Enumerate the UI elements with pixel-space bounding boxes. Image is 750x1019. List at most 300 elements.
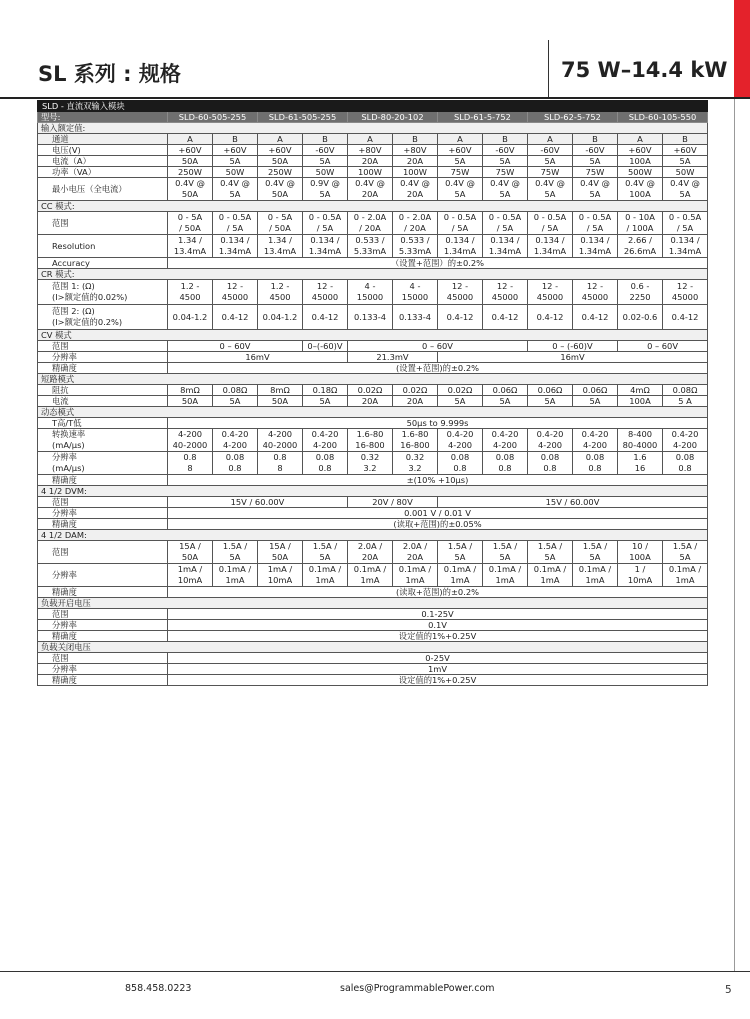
section-header: SLD - 直流双输入模块 bbox=[38, 101, 708, 112]
cv-range: 0–(-60)V bbox=[303, 341, 348, 352]
table-cell: 0.4-20 4-200 bbox=[528, 429, 573, 452]
table-cell: 0.4V @ 20A bbox=[393, 178, 438, 201]
row-label: 精确度 bbox=[38, 475, 168, 486]
cv-range: 0 – 60V bbox=[168, 341, 303, 352]
table-cell: 1mA / 10mA bbox=[258, 564, 303, 587]
table-cell: +80V bbox=[393, 145, 438, 156]
table-cell: 1.34 / 13.4mA bbox=[168, 235, 213, 258]
row-label: 分辨率 bbox=[38, 664, 168, 675]
table-cell: 0.4V @ 5A bbox=[213, 178, 258, 201]
table-cell: 0.4-20 4-200 bbox=[483, 429, 528, 452]
table-cell: 0.1mA / 1mA bbox=[483, 564, 528, 587]
voltage-row bbox=[38, 145, 708, 156]
table-cell: 0.134 / 1.34mA bbox=[213, 235, 258, 258]
header-divider bbox=[548, 40, 549, 97]
table-cell: 1.5A / 5A bbox=[483, 541, 528, 564]
table-cell: 0.4-12 bbox=[528, 305, 573, 330]
dvm-range: 20V / 80V bbox=[348, 497, 438, 508]
table-cell: 1.5A / 5A bbox=[528, 541, 573, 564]
table-cell: B bbox=[303, 134, 348, 145]
spanning-value: 1mV bbox=[168, 664, 708, 675]
table-cell: 0.08 0.8 bbox=[483, 452, 528, 475]
row-label: 分辨率 bbox=[38, 564, 168, 587]
table-cell: 50A bbox=[258, 396, 303, 407]
slew-row bbox=[38, 429, 708, 452]
spanning-value: 0.1-25V bbox=[168, 609, 708, 620]
table-cell: 1.6-80 16-800 bbox=[393, 429, 438, 452]
table-cell: 0.02-0.6 bbox=[618, 305, 663, 330]
dvm-title bbox=[38, 486, 708, 497]
table-cell: 12 - 45000 bbox=[528, 280, 573, 305]
load-off-title bbox=[38, 642, 708, 653]
row-label: 电压(V) bbox=[38, 145, 168, 156]
table-cell: 50A bbox=[168, 156, 213, 167]
table-cell: 50W bbox=[213, 167, 258, 178]
table-cell: 1.5A / 5A bbox=[303, 541, 348, 564]
table-cell: 0.1mA / 1mA bbox=[663, 564, 708, 587]
table-cell: 75W bbox=[528, 167, 573, 178]
table-cell: 4mΩ bbox=[618, 385, 663, 396]
table-cell: 500W bbox=[618, 167, 663, 178]
table-cell: 1mA / 10mA bbox=[168, 564, 213, 587]
table-cell: 0.08 0.8 bbox=[528, 452, 573, 475]
cv-range: 0 – 60V bbox=[348, 341, 528, 352]
table-cell: 4-200 40-2000 bbox=[168, 429, 213, 452]
dynamic-title bbox=[38, 407, 708, 418]
table-cell: 0.02Ω bbox=[438, 385, 483, 396]
table-cell: 0.32 3.2 bbox=[348, 452, 393, 475]
dvm-range-row bbox=[38, 497, 708, 508]
table-cell: 0 - 5A / 50A bbox=[258, 212, 303, 235]
table-cell: 0 - 5A / 50A bbox=[168, 212, 213, 235]
section-title: 4 1/2 DAM: bbox=[38, 530, 708, 541]
model-row bbox=[38, 112, 708, 123]
row-label: 电流（A） bbox=[38, 156, 168, 167]
table-cell: 5A bbox=[438, 396, 483, 407]
row-label: 精确度 bbox=[38, 675, 168, 686]
table-cell: 12 - 45000 bbox=[483, 280, 528, 305]
spanning-value: 0.1V bbox=[168, 620, 708, 631]
row-label: 范围 bbox=[38, 341, 168, 352]
page-number: 5 bbox=[725, 984, 732, 996]
section-title: CC 模式: bbox=[38, 201, 708, 212]
dam-range-row bbox=[38, 541, 708, 564]
table-cell: A bbox=[438, 134, 483, 145]
footer-rule bbox=[0, 971, 750, 972]
model-name: SLD-60-505-255 bbox=[168, 112, 258, 123]
row-label: 范围 bbox=[38, 541, 168, 564]
spanning-value: ±(10% +10μs) bbox=[168, 475, 708, 486]
table-cell: 5A bbox=[303, 396, 348, 407]
section-title: 动态模式 bbox=[38, 407, 708, 418]
table-cell: 5A bbox=[483, 156, 528, 167]
row-label: 范围 bbox=[38, 653, 168, 664]
table-cell: 0.4V @ 5A bbox=[663, 178, 708, 201]
table-cell: 0.4V @ 5A bbox=[483, 178, 528, 201]
load-off-range-row bbox=[38, 653, 708, 664]
table-cell: 0.4-12 bbox=[438, 305, 483, 330]
table-cell: 0.134 / 1.34mA bbox=[573, 235, 618, 258]
table-cell: 15A / 50A bbox=[168, 541, 213, 564]
table-cell: 0.06Ω bbox=[528, 385, 573, 396]
table-cell: +60V bbox=[258, 145, 303, 156]
table-cell: 1.5A / 5A bbox=[663, 541, 708, 564]
table-cell: 0.4V @ 5A bbox=[438, 178, 483, 201]
cv-range: 0 – (-60)V bbox=[528, 341, 618, 352]
table-cell: +60V bbox=[168, 145, 213, 156]
table-cell: 100A bbox=[618, 396, 663, 407]
spanning-value: （设置+范围）的±0.2% bbox=[168, 258, 708, 269]
table-cell: 0.4-12 bbox=[663, 305, 708, 330]
dam-title bbox=[38, 530, 708, 541]
spanning-value: (设置+范围)的±0.2% bbox=[168, 363, 708, 374]
dynamic-res-row bbox=[38, 452, 708, 475]
table-cell: 0 - 0.5A / 5A bbox=[528, 212, 573, 235]
table-cell: 5A bbox=[573, 396, 618, 407]
table-cell: A bbox=[258, 134, 303, 145]
table-cell: 10 / 100A bbox=[618, 541, 663, 564]
table-cell: 20A bbox=[393, 156, 438, 167]
table-cell: +60V bbox=[663, 145, 708, 156]
row-label: 分辨率 bbox=[38, 352, 168, 363]
table-cell: A bbox=[348, 134, 393, 145]
table-cell: 0.08 0.8 bbox=[663, 452, 708, 475]
cv-accuracy-row bbox=[38, 363, 708, 374]
table-cell: 75W bbox=[438, 167, 483, 178]
table-cell: 4 - 15000 bbox=[393, 280, 438, 305]
table-cell: 1.34 / 13.4mA bbox=[258, 235, 303, 258]
dvm-resolution-row bbox=[38, 508, 708, 519]
table-cell: 8mΩ bbox=[168, 385, 213, 396]
table-cell: 0 - 10A / 100A bbox=[618, 212, 663, 235]
table-cell: 1.5A / 5A bbox=[573, 541, 618, 564]
table-cell: 0 - 2.0A / 20A bbox=[393, 212, 438, 235]
table-cell: 0 - 0.5A / 5A bbox=[213, 212, 258, 235]
table-cell: 0.06Ω bbox=[483, 385, 528, 396]
table-cell: 50W bbox=[303, 167, 348, 178]
row-label: 分辨率 bbox=[38, 620, 168, 631]
table-cell: 15A / 50A bbox=[258, 541, 303, 564]
row-label: 范围 bbox=[38, 497, 168, 508]
accent-bar bbox=[734, 0, 750, 97]
table-cell: 2.66 / 26.6mA bbox=[618, 235, 663, 258]
load-off-resolution-row bbox=[38, 664, 708, 675]
table-cell: 0.4-12 bbox=[303, 305, 348, 330]
row-label: 通道 bbox=[38, 134, 168, 145]
model-name: SLD-61-505-255 bbox=[258, 112, 348, 123]
spanning-value: 0-25V bbox=[168, 653, 708, 664]
table-cell: 0.4-20 4-200 bbox=[573, 429, 618, 452]
table-cell: 50A bbox=[168, 396, 213, 407]
section-title: CV 模式 bbox=[38, 330, 708, 341]
row-label: T高/T低 bbox=[38, 418, 168, 429]
table-cell: 0 - 2.0A / 20A bbox=[348, 212, 393, 235]
table-cell: 1.6-80 16-800 bbox=[348, 429, 393, 452]
table-cell: 50A bbox=[258, 156, 303, 167]
section-title: CR 模式: bbox=[38, 269, 708, 280]
section-header-row bbox=[38, 101, 708, 112]
table-cell: 0.134 / 1.34mA bbox=[483, 235, 528, 258]
table-cell: 0.4V @ 5A bbox=[573, 178, 618, 201]
row-label: 分辨率 bbox=[38, 508, 168, 519]
table-cell: 100A bbox=[618, 156, 663, 167]
table-cell: 1.6 16 bbox=[618, 452, 663, 475]
table-cell: 0.533 / 5.33mA bbox=[393, 235, 438, 258]
table-cell: 0.4V @ 20A bbox=[348, 178, 393, 201]
dynamic-t-row bbox=[38, 418, 708, 429]
table-cell: 0.134 / 1.34mA bbox=[438, 235, 483, 258]
table-cell: 0.4-20 4-200 bbox=[303, 429, 348, 452]
dynamic-accuracy-row bbox=[38, 475, 708, 486]
table-cell: +80V bbox=[348, 145, 393, 156]
table-cell: 0.4-20 4-200 bbox=[438, 429, 483, 452]
table-cell: 0.1mA / 1mA bbox=[393, 564, 438, 587]
right-rule bbox=[734, 99, 735, 971]
input-rating-title bbox=[38, 123, 708, 134]
table-cell: 0 - 0.5A / 5A bbox=[303, 212, 348, 235]
row-label: 功率（VA） bbox=[38, 167, 168, 178]
cc-range-row bbox=[38, 212, 708, 235]
row-label: 范围 2: (Ω) (I>额定值的0.2%) bbox=[38, 305, 168, 330]
table-cell: 12 - 45000 bbox=[438, 280, 483, 305]
table-cell: +60V bbox=[618, 145, 663, 156]
table-cell: -60V bbox=[483, 145, 528, 156]
table-cell: 0.4V @ 50A bbox=[258, 178, 303, 201]
table-cell: 0.02Ω bbox=[348, 385, 393, 396]
cv-resolution-row bbox=[38, 352, 708, 363]
spanning-value: 设定值的1%+0.25V bbox=[168, 631, 708, 642]
spanning-value: 设定值的1%+0.25V bbox=[168, 675, 708, 686]
table-cell: 1.2 - 4500 bbox=[168, 280, 213, 305]
cc-title bbox=[38, 201, 708, 212]
table-cell: 1 / 10mA bbox=[618, 564, 663, 587]
model-name: SLD-62-5-752 bbox=[528, 112, 618, 123]
table-cell: 0.4-12 bbox=[483, 305, 528, 330]
table-cell: 5A bbox=[438, 156, 483, 167]
table-cell: 8mΩ bbox=[258, 385, 303, 396]
table-cell: 0.133-4 bbox=[348, 305, 393, 330]
table-cell: -60V bbox=[573, 145, 618, 156]
table-cell: A bbox=[168, 134, 213, 145]
table-cell: 0.08 0.8 bbox=[438, 452, 483, 475]
footer-phone: 858.458.0223 bbox=[125, 983, 192, 994]
table-cell: 100W bbox=[393, 167, 438, 178]
row-label: 范围 1: (Ω) (I>额定值的0.02%) bbox=[38, 280, 168, 305]
row-label: 阻抗 bbox=[38, 385, 168, 396]
row-label: 精确度 bbox=[38, 587, 168, 598]
table-cell: 2.0A / 20A bbox=[348, 541, 393, 564]
spec-table bbox=[37, 100, 708, 686]
cv-resolution: 21.3mV bbox=[348, 352, 438, 363]
table-cell: 12 - 45000 bbox=[573, 280, 618, 305]
table-cell: 0.4-20 4-200 bbox=[663, 429, 708, 452]
row-label: 最小电压（全电流） bbox=[38, 178, 168, 201]
table-cell: 20A bbox=[348, 156, 393, 167]
table-cell: 1.2 - 4500 bbox=[258, 280, 303, 305]
header-rule bbox=[0, 97, 750, 99]
row-label: 分辨率 (mA/μs) bbox=[38, 452, 168, 475]
table-cell: 0.06Ω bbox=[573, 385, 618, 396]
section-title: 负载开启电压 bbox=[38, 598, 708, 609]
row-label: 电流 bbox=[38, 396, 168, 407]
row-label: 精确度 bbox=[38, 519, 168, 530]
spanning-value: 0.001 V / 0.01 V bbox=[168, 508, 708, 519]
cv-title bbox=[38, 330, 708, 341]
table-cell: +60V bbox=[438, 145, 483, 156]
table-cell: 5A bbox=[528, 396, 573, 407]
table-cell: B bbox=[663, 134, 708, 145]
table-cell: B bbox=[483, 134, 528, 145]
table-cell: 0.08Ω bbox=[663, 385, 708, 396]
table-cell: B bbox=[213, 134, 258, 145]
table-cell: 50W bbox=[663, 167, 708, 178]
table-cell: 5A bbox=[528, 156, 573, 167]
table-cell: 0.9V @ 5A bbox=[303, 178, 348, 201]
table-cell: 75W bbox=[573, 167, 618, 178]
table-cell: 5A bbox=[213, 156, 258, 167]
table-cell: 0 - 0.5A / 5A bbox=[663, 212, 708, 235]
current-row bbox=[38, 156, 708, 167]
table-cell: 0.134 / 1.34mA bbox=[528, 235, 573, 258]
cv-range: 0 – 60V bbox=[618, 341, 708, 352]
table-cell: 75W bbox=[483, 167, 528, 178]
dvm-range: 15V / 60.00V bbox=[438, 497, 708, 508]
table-cell: 0 - 0.5A / 5A bbox=[438, 212, 483, 235]
row-label: Accuracy bbox=[38, 258, 168, 269]
table-cell: -60V bbox=[528, 145, 573, 156]
table-cell: 0.1mA / 1mA bbox=[303, 564, 348, 587]
table-cell: 0.1mA / 1mA bbox=[348, 564, 393, 587]
table-cell: 2.0A / 20A bbox=[393, 541, 438, 564]
row-label: 精确度 bbox=[38, 363, 168, 374]
row-label: 精确度 bbox=[38, 631, 168, 642]
table-cell: 0.134 / 1.34mA bbox=[663, 235, 708, 258]
table-cell: 0.08 0.8 bbox=[303, 452, 348, 475]
table-cell: 0.04-1.2 bbox=[168, 305, 213, 330]
model-label: 型号: bbox=[38, 112, 168, 123]
table-cell: 1.5A / 5A bbox=[438, 541, 483, 564]
table-cell: 0.08Ω bbox=[213, 385, 258, 396]
min-voltage-row bbox=[38, 178, 708, 201]
table-cell: 5 A bbox=[663, 396, 708, 407]
cc-resolution-row bbox=[38, 235, 708, 258]
table-cell: 20A bbox=[348, 396, 393, 407]
table-cell: 0.18Ω bbox=[303, 385, 348, 396]
load-on-resolution-row bbox=[38, 620, 708, 631]
table-cell: 12 - 45000 bbox=[663, 280, 708, 305]
table-cell: 0.6 - 2250 bbox=[618, 280, 663, 305]
short-title bbox=[38, 374, 708, 385]
short-impedance-row bbox=[38, 385, 708, 396]
model-name: SLD-60-105-550 bbox=[618, 112, 708, 123]
table-cell: 12 - 45000 bbox=[213, 280, 258, 305]
table-cell: 4 - 15000 bbox=[348, 280, 393, 305]
channel-row bbox=[38, 134, 708, 145]
spanning-value: (读取+范围)的±0.05% bbox=[168, 519, 708, 530]
dam-accuracy-row bbox=[38, 587, 708, 598]
table-cell: 0.8 8 bbox=[258, 452, 303, 475]
table-cell: 0.4V @ 50A bbox=[168, 178, 213, 201]
table-cell: 0.4V @ 5A bbox=[528, 178, 573, 201]
table-cell: +60V bbox=[213, 145, 258, 156]
table-cell: 0.4-20 4-200 bbox=[213, 429, 258, 452]
power-range-title: 75 W–14.4 kW bbox=[561, 58, 728, 82]
row-label: 转换速率 (mA/μs) bbox=[38, 429, 168, 452]
table-cell: 0.08 0.8 bbox=[213, 452, 258, 475]
power-row bbox=[38, 167, 708, 178]
short-current-row bbox=[38, 396, 708, 407]
model-name: SLD-61-5-752 bbox=[438, 112, 528, 123]
table-cell: 0.02Ω bbox=[393, 385, 438, 396]
section-title: 短路模式 bbox=[38, 374, 708, 385]
page-title: SL 系列 : 规格 bbox=[38, 62, 181, 86]
load-off-accuracy-row bbox=[38, 675, 708, 686]
table-cell: 250W bbox=[168, 167, 213, 178]
row-label: 范围 bbox=[38, 609, 168, 620]
table-cell: 0.1mA / 1mA bbox=[528, 564, 573, 587]
model-name: SLD-80-20-102 bbox=[348, 112, 438, 123]
table-cell: 5A bbox=[303, 156, 348, 167]
cv-range-row bbox=[38, 341, 708, 352]
table-cell: B bbox=[573, 134, 618, 145]
table-cell: 1.5A / 5A bbox=[213, 541, 258, 564]
cc-accuracy-row bbox=[38, 258, 708, 269]
table-cell: 0.08 0.8 bbox=[573, 452, 618, 475]
table-cell: 0.32 3.2 bbox=[393, 452, 438, 475]
spanning-value: 50μs to 9.999s bbox=[168, 418, 708, 429]
table-cell: 250W bbox=[258, 167, 303, 178]
table-cell: 20A bbox=[393, 396, 438, 407]
cv-resolution: 16mV bbox=[438, 352, 708, 363]
load-on-accuracy-row bbox=[38, 631, 708, 642]
table-cell: 5A bbox=[483, 396, 528, 407]
table-cell: 12 - 45000 bbox=[303, 280, 348, 305]
cr-title bbox=[38, 269, 708, 280]
cr-range2-row bbox=[38, 305, 708, 330]
table-cell: 0.134 / 1.34mA bbox=[303, 235, 348, 258]
dam-resolution-row bbox=[38, 564, 708, 587]
section-title: 4 1/2 DVM: bbox=[38, 486, 708, 497]
table-cell: 0 - 0.5A / 5A bbox=[483, 212, 528, 235]
table-cell: 0.1mA / 1mA bbox=[573, 564, 618, 587]
table-cell: A bbox=[528, 134, 573, 145]
table-cell: -60V bbox=[303, 145, 348, 156]
section-title: 输入额定值: bbox=[38, 123, 708, 134]
table-cell: 0.4-12 bbox=[213, 305, 258, 330]
table-cell: 0.4V @ 100A bbox=[618, 178, 663, 201]
table-cell: 100W bbox=[348, 167, 393, 178]
table-cell: 0.1mA / 1mA bbox=[438, 564, 483, 587]
table-cell: 0.133-4 bbox=[393, 305, 438, 330]
cv-resolution: 16mV bbox=[168, 352, 348, 363]
table-cell: 0.4-12 bbox=[573, 305, 618, 330]
row-label: Resolution bbox=[38, 235, 168, 258]
table-cell: 5A bbox=[573, 156, 618, 167]
footer-email: sales@ProgrammablePower.com bbox=[340, 983, 495, 994]
table-cell: 8-400 80-4000 bbox=[618, 429, 663, 452]
dvm-accuracy-row bbox=[38, 519, 708, 530]
spanning-value: (读取+范围)的±0.2% bbox=[168, 587, 708, 598]
cr-range1-row bbox=[38, 280, 708, 305]
table-cell: B bbox=[393, 134, 438, 145]
table-cell: 5A bbox=[663, 156, 708, 167]
load-on-title bbox=[38, 598, 708, 609]
table-cell: 4-200 40-2000 bbox=[258, 429, 303, 452]
row-label: 范围 bbox=[38, 212, 168, 235]
table-cell: 0 - 0.5A / 5A bbox=[573, 212, 618, 235]
table-cell: 0.533 / 5.33mA bbox=[348, 235, 393, 258]
section-title: 负载关闭电压 bbox=[38, 642, 708, 653]
